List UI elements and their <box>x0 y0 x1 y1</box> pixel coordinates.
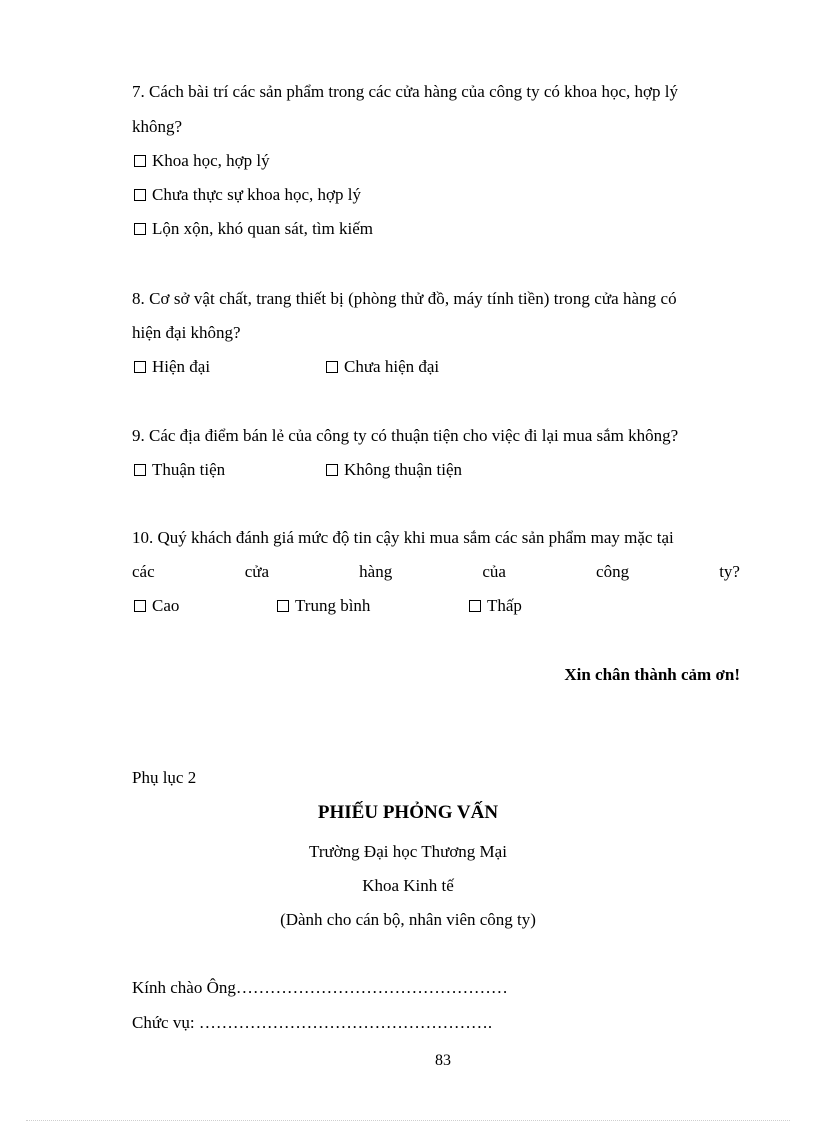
checkbox-icon[interactable] <box>469 600 481 612</box>
option-label: Khoa học, hợp lý <box>152 151 270 170</box>
appendix-label: Phụ lục 2 <box>132 768 197 787</box>
q10-text-line2 <box>132 562 740 582</box>
q10-word: hàng <box>359 562 393 581</box>
option-label: Thấp <box>487 596 522 615</box>
q9-text-line1: 9. Các địa điểm bán lẻ của công ty có thuận tiện cho việc đi lại mua sắm không? <box>132 426 679 445</box>
footer-divider <box>26 1120 790 1121</box>
option-label: Không thuận tiện <box>344 460 463 479</box>
q7-text-line2: không? <box>132 117 183 136</box>
option-label: Trung bình <box>295 596 371 615</box>
option-label: Chưa thực sự khoa học, hợp lý <box>152 185 361 204</box>
faculty-name: Khoa Kinh tế <box>362 876 454 895</box>
q10-option-1[interactable] <box>134 596 179 616</box>
q9-option-2[interactable] <box>326 460 462 480</box>
checkbox-icon[interactable] <box>277 600 289 612</box>
school-name: Trường Đại học Thương Mại <box>309 842 507 861</box>
q7-option-3[interactable] <box>134 219 373 239</box>
thanks-text: Xin chân thành cảm ơn! <box>564 665 740 684</box>
q7-option-1[interactable] <box>134 151 270 171</box>
checkbox-icon[interactable] <box>134 600 146 612</box>
q8-option-2[interactable] <box>326 357 439 377</box>
option-label: Lộn xộn, khó quan sát, tìm kiếm <box>152 219 373 238</box>
q10-word: công <box>596 562 630 581</box>
checkbox-icon[interactable] <box>134 223 146 235</box>
q10-word: của <box>482 562 506 581</box>
option-label: Hiện đại <box>152 357 211 376</box>
checkbox-icon[interactable] <box>134 189 146 201</box>
audience-note: (Dành cho cán bộ, nhân viên công ty) <box>280 910 536 929</box>
option-label: Chưa hiện đại <box>344 357 440 376</box>
checkbox-icon[interactable] <box>134 361 146 373</box>
position-field[interactable]: Chức vụ: ……………………………………………. <box>132 1013 493 1032</box>
q8-text-line1: 8. Cơ sở vật chất, trang thiết bị (phòng thử đồ, máy tính tiền) trong cửa hàng có <box>132 289 677 308</box>
page-number: 83 <box>435 1052 451 1069</box>
q10-word: cửa <box>244 562 270 581</box>
option-label: Thuận tiện <box>152 460 226 479</box>
appendix-title: PHIẾU PHỎNG VẤN <box>317 802 499 823</box>
greeting-field[interactable]: Kính chào Ông………………………………………… <box>132 978 508 997</box>
checkbox-icon[interactable] <box>326 464 338 476</box>
q10-option-3[interactable] <box>469 596 522 616</box>
q7-text-line1: 7. Cách bài trí các sản phẩm trong các cửa hàng của công ty có khoa học, hợp lý <box>132 82 678 101</box>
q10-text-line1: 10. Quý khách đánh giá mức độ tin cậy khi mua sắm các sản phẩm may mặc tại <box>132 528 674 547</box>
q8-text-line2: hiện đại không? <box>132 323 241 342</box>
option-label: Cao <box>152 596 180 615</box>
checkbox-icon[interactable] <box>134 155 146 167</box>
q10-word: ty? <box>719 562 740 581</box>
checkbox-icon[interactable] <box>326 361 338 373</box>
q10-word: các <box>132 562 155 581</box>
q9-option-1[interactable] <box>134 460 225 480</box>
q10-option-2[interactable] <box>277 596 370 616</box>
q8-option-1[interactable] <box>134 357 210 377</box>
q7-option-2[interactable] <box>134 185 361 205</box>
checkbox-icon[interactable] <box>134 464 146 476</box>
